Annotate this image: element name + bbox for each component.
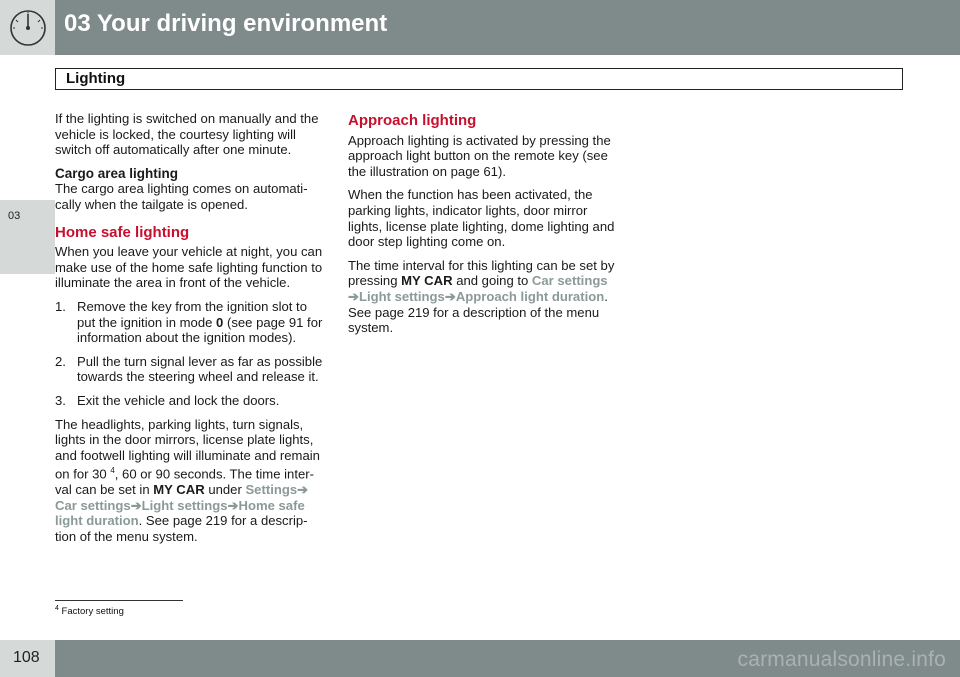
section-title: Lighting	[66, 70, 126, 87]
speedometer-icon	[0, 0, 55, 55]
menu-path-light-settings: Light settings	[358, 288, 445, 304]
approach-heading: Approach lighting	[348, 112, 477, 129]
footnote: $^4$ Factory setting	[55, 605, 124, 618]
arrow-right-icon: ➔	[297, 482, 309, 498]
arrow-right-icon: ➔	[130, 497, 142, 513]
approach-p3: The time interval for this lighting can be set by pressing MY CAR and going to Car settings ➔Light settings➔Approach light duration. See page 219 for a description of the menu system.	[348, 257, 615, 336]
home-safe-closing: The headlights, parking lights, turn signals, lights in the door mirrors, license plate lights, and footwell lighting will illuminate and remain on for 30 $^4$, 60 or 90 seconds. The time inter-val can be set in MY CAR under Settings➔ Car settings➔Light settings➔Home safe light duration. See page 219 for a descrip-tion of the menu system.	[55, 416, 320, 545]
arrow-right-icon: ➔	[444, 288, 456, 304]
cargo-paragraph: The cargo area lighting comes on automati-cally when the tailgate is opened.	[55, 181, 308, 212]
menu-path-car-settings: Car settings	[531, 273, 608, 289]
menu-path-approach: Approach light duration	[455, 288, 605, 304]
menu-path-home-safe: Home safe light duration	[55, 497, 305, 529]
left-column	[55, 111, 325, 553]
home-safe-heading: Home safe lighting	[55, 223, 190, 241]
list-item: 3. Exit the vehicle and lock the doors.	[55, 392, 280, 408]
footnote-rule	[55, 600, 183, 601]
list-item: 1. Remove the key from the ignition slot to put the ignition in mode 0 (see page 91 for information about the ignition modes).	[55, 298, 323, 346]
chapter-header	[0, 0, 960, 55]
list-item: 2. Pull the turn signal lever as far as possible towards the steering wheel and release it.	[55, 353, 323, 385]
chapter-title: 03 Your driving environment	[64, 10, 388, 37]
chapter-tab	[0, 200, 55, 274]
page-number-box	[0, 640, 55, 677]
arrow-right-icon: ➔	[348, 288, 359, 304]
menu-path-light-settings: Light settings	[141, 497, 228, 513]
approach-p2: When the function has been activated, the parking lights, indicator lights, door mirror lights, license plate lighting, dome lighting and door step lighting come on.	[348, 187, 615, 250]
chapter-tab-label: 03	[8, 210, 21, 222]
arrow-right-icon: ➔	[227, 497, 239, 513]
watermark: carmanualsonline.info	[737, 648, 946, 671]
approach-p1: Approach lighting is activated by pressing the approach light button on the remote key (see the illustration on page 61).	[348, 132, 611, 179]
menu-path-car-settings: Car settings	[55, 497, 131, 513]
right-column	[348, 111, 618, 344]
intro-paragraph: If the lighting is switched on manually and the vehicle is locked, the courtesy lighting will switch off automatically after one minute.	[55, 111, 319, 158]
cargo-heading: Cargo area lighting	[55, 165, 179, 181]
footnote-ref: 4	[110, 466, 115, 476]
page-number: 108	[13, 649, 40, 666]
section-bar	[55, 68, 903, 90]
steps-list	[55, 299, 325, 409]
home-safe-intro: When you leave your vehicle at night, you can make use of the home safe lighting function to illuminate the area in front of the vehicle.	[55, 244, 323, 291]
menu-path-settings: Settings	[245, 482, 298, 498]
